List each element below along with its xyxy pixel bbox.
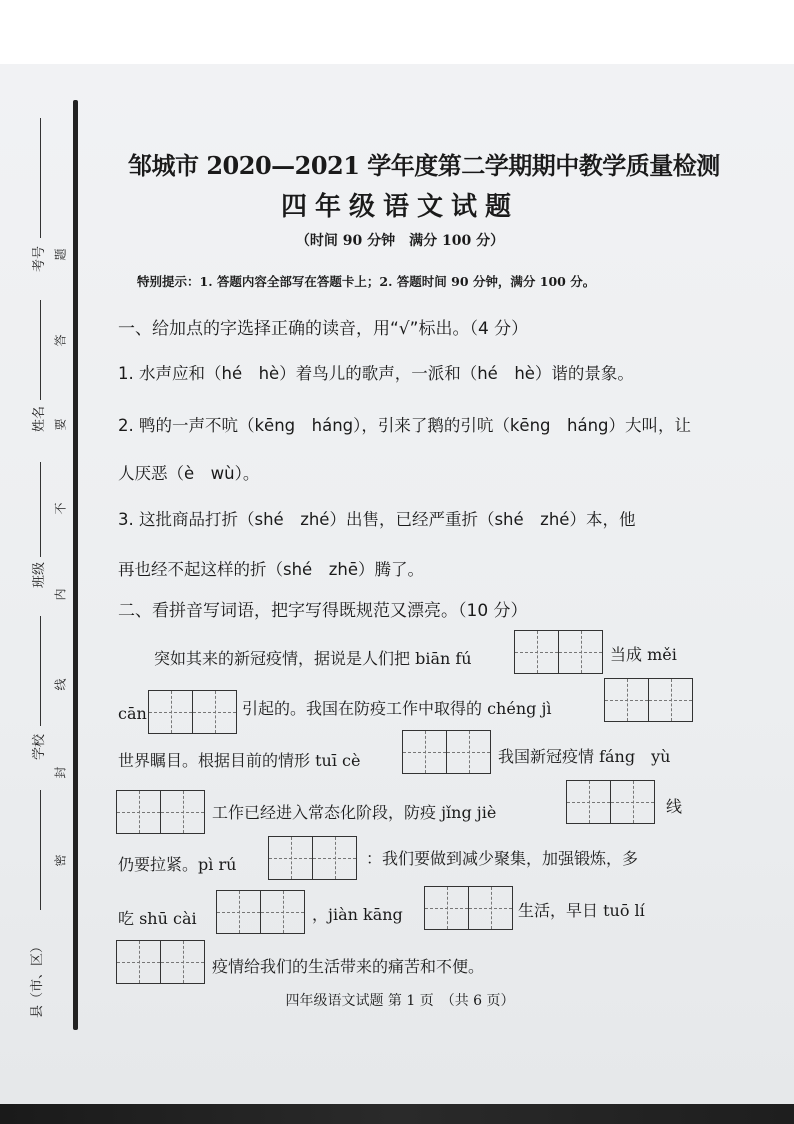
exam-number-line: [40, 118, 41, 238]
bottom-shadow: [0, 1104, 794, 1124]
passage-text: 疫情给我们的生活带来的痛苦和不便。: [212, 957, 485, 976]
grid-cell[interactable]: [117, 941, 161, 983]
passage-text: 我国新冠疫情 fáng yù: [498, 747, 671, 766]
answer-grid[interactable]: [402, 730, 491, 774]
grid-cell[interactable]: [313, 837, 356, 879]
passage-text: 线: [666, 797, 683, 816]
class-label: 班级: [32, 561, 47, 588]
margin-word: 密: [53, 854, 68, 867]
question-1: 1. 水声应和（hé hè）着鸟儿的歌声，一派和（hé hè）谐的景象。: [118, 364, 634, 383]
school-label: 学校: [32, 733, 47, 760]
grid-cell[interactable]: [149, 691, 193, 733]
grid-cell[interactable]: [559, 631, 602, 673]
grid-cell[interactable]: [567, 781, 611, 823]
section-2-heading: 二、看拼音写词语，把字写得既规范又漂亮。（10 分）: [118, 601, 528, 621]
county-line: [40, 790, 41, 910]
exam-subtitle: 四年级语文试题: [280, 192, 519, 222]
margin-word: 答: [53, 334, 68, 347]
passage-text: 引起的。我国在防疫工作中取得的 chéng jì: [242, 699, 552, 718]
school-line: [40, 616, 41, 726]
grid-cell[interactable]: [217, 891, 261, 933]
question-3-line-2: 再也经不起这样的折（shé zhē）腾了。: [118, 560, 424, 579]
answer-grid[interactable]: [148, 690, 237, 734]
grid-cell[interactable]: [261, 891, 304, 933]
time-info: （时间 90 分钟 满分 100 分）: [295, 233, 505, 249]
question-3-line-1: 3. 这批商品打折（shé zhé）出售，已经严重折（shé zhé）本，他: [118, 510, 636, 529]
passage-text: 工作已经进入常态化阶段，防疫 jǐng jiè: [212, 803, 497, 822]
section-1-heading: 一、给加点的字选择正确的读音，用“√”标出。（4 分）: [118, 319, 529, 339]
exam-title: 邹城市 2020—2021 学年度第二学期期中教学质量检测: [128, 151, 720, 180]
grid-cell[interactable]: [515, 631, 559, 673]
county-label: 县（市、区）: [30, 939, 45, 1018]
grid-cell[interactable]: [425, 887, 469, 929]
passage-text: 世界瞩目。根据目前的情形 tuī cè: [118, 751, 361, 770]
passage-text: 仍要拉紧。pì rú: [118, 855, 237, 874]
name-label: 姓名: [32, 405, 47, 432]
answer-grid[interactable]: [116, 790, 205, 834]
grid-cell[interactable]: [269, 837, 313, 879]
passage-text: 吃 shū cài: [118, 909, 197, 928]
answer-grid[interactable]: [566, 780, 655, 824]
grid-cell[interactable]: [469, 887, 512, 929]
answer-grid[interactable]: [424, 886, 513, 930]
exam-number-label: 考号: [32, 245, 47, 272]
answer-grid[interactable]: [116, 940, 205, 984]
grid-cell[interactable]: [649, 679, 692, 721]
passage-text: ：我们要做到减少聚集，加强锻炼，多: [366, 849, 639, 868]
passage-text: 生活，早日 tuō lí: [518, 901, 645, 920]
margin-word: 题: [53, 248, 68, 261]
grid-cell[interactable]: [117, 791, 161, 833]
answer-grid[interactable]: [268, 836, 357, 880]
grid-cell[interactable]: [161, 791, 204, 833]
grid-cell[interactable]: [193, 691, 236, 733]
grid-cell[interactable]: [161, 941, 204, 983]
page-footer: 四年级语文试题 第 1 页 （共 6 页）: [285, 993, 515, 1009]
margin-word: 不: [53, 502, 68, 515]
class-line: [40, 462, 41, 557]
grid-cell[interactable]: [605, 679, 649, 721]
question-2-line-1: 2. 鸭的一声不吭（kēng háng），引来了鹅的引吭（kēng háng）大叫，让: [118, 416, 692, 435]
margin-word: 要: [53, 418, 68, 431]
grid-cell[interactable]: [447, 731, 490, 773]
margin-word: 封: [53, 766, 68, 779]
margin-word: 线: [53, 678, 68, 691]
passage-text: cān: [118, 704, 147, 723]
answer-grid[interactable]: [604, 678, 693, 722]
passage-text: 突如其来的新冠疫情，据说是人们把 biān fú: [154, 649, 472, 668]
passage-text: ，jiàn kāng: [312, 905, 403, 924]
margin-word: 内: [53, 588, 68, 601]
passage-text: 当成 měi: [610, 645, 677, 664]
grid-cell[interactable]: [403, 731, 447, 773]
grid-cell[interactable]: [611, 781, 654, 823]
answer-grid[interactable]: [216, 890, 305, 934]
special-hint: 特别提示：1. 答题内容全部写在答题卡上；2. 答题时间 90 分钟，满分 100 分。: [137, 274, 596, 289]
question-2-line-2: 人厌恶（è wù）。: [118, 464, 260, 483]
answer-grid[interactable]: [514, 630, 603, 674]
binding-line: [73, 100, 78, 1030]
name-line: [40, 300, 41, 400]
